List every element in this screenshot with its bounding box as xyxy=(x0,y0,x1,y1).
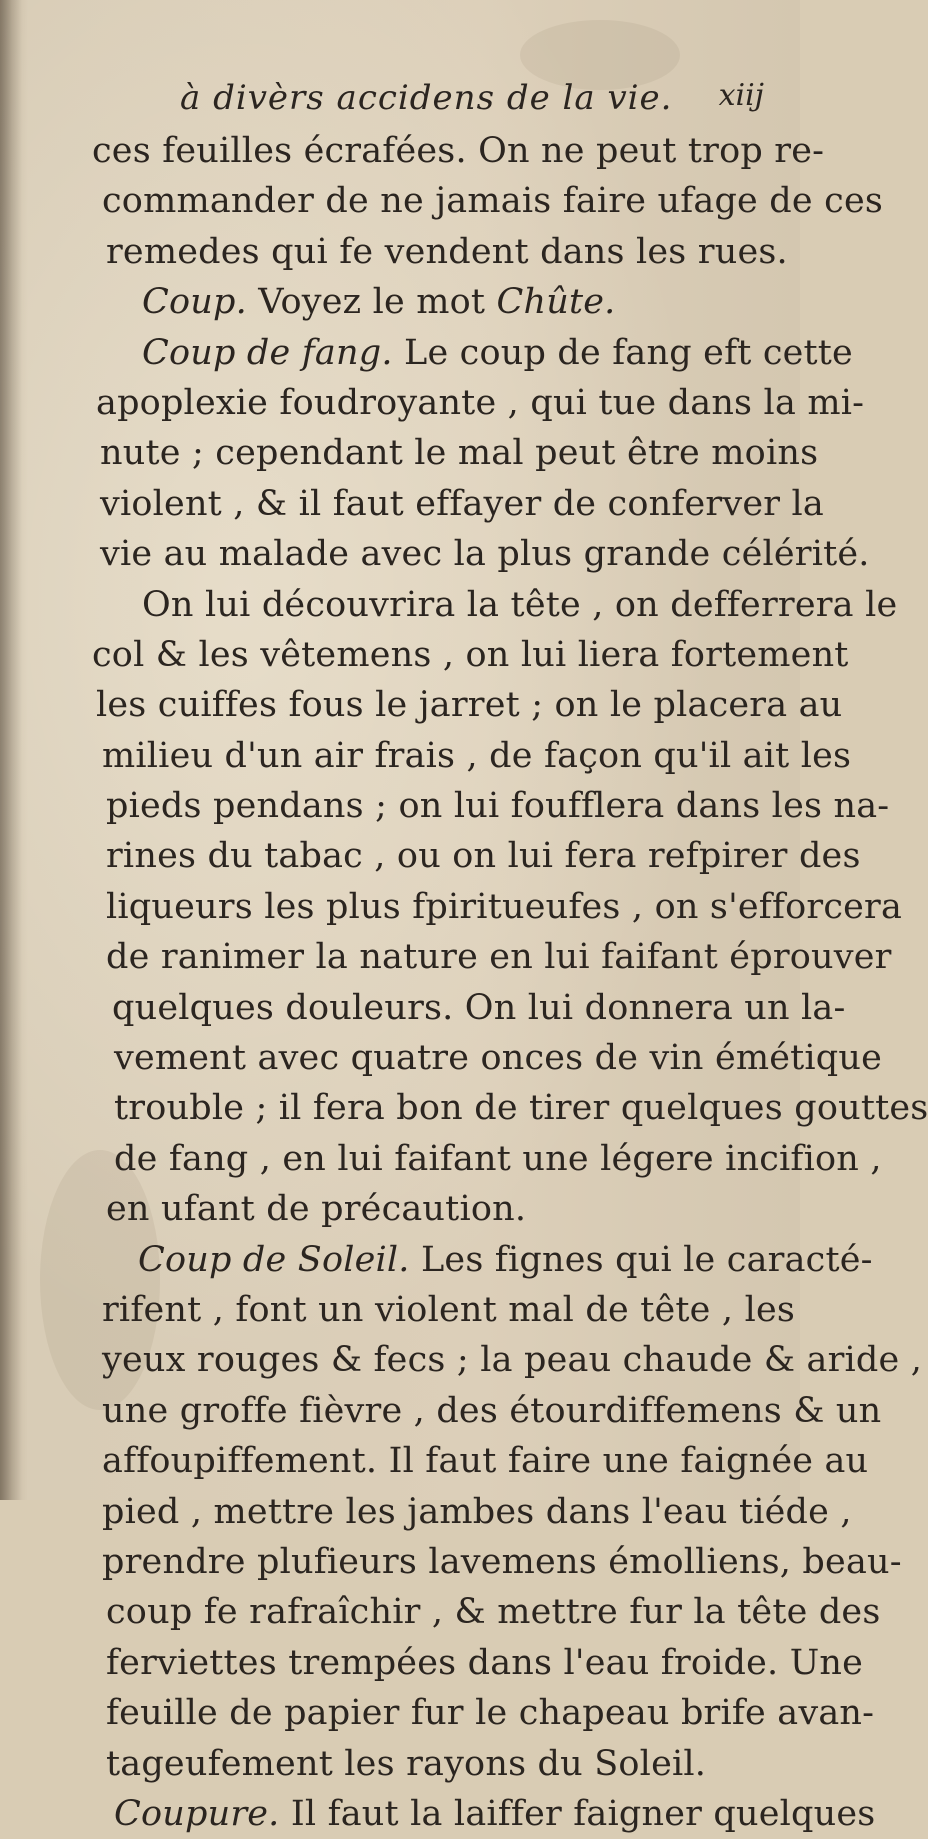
text-span: yeux rouges & fecs ; la peau chaude & aride , xyxy=(102,1340,923,1381)
body-text xyxy=(92,126,928,1839)
text-span: Il faut la laiffer faigner quelques xyxy=(279,1793,876,1834)
text-span: liqueurs les plus fpiritueufes , on s'efforcera xyxy=(106,886,903,927)
text-span: ferviettes trempées dans l'eau froide. Une xyxy=(106,1642,864,1683)
text-span: les cuiffes fous le jarret ; on le placera au xyxy=(96,685,843,726)
text-span: col & les vêtemens , on lui liera fortement xyxy=(92,634,849,675)
italic-term: Coup de fang. xyxy=(142,332,393,373)
text-span: On lui découvrira la tête , on defferrera le xyxy=(142,584,898,625)
running-head: à divèrs accidens de la vie. xyxy=(180,78,673,118)
text-line xyxy=(92,1033,883,1083)
text-line xyxy=(92,932,892,982)
text-span: pied , mettre les jambes dans l'eau tiéde , xyxy=(102,1491,852,1532)
text-span: affoupiffement. Il faut faire une faignée au xyxy=(102,1441,869,1482)
text-span: rines du tabac , ou on lui fera refpirer des xyxy=(106,836,861,877)
text-line xyxy=(92,831,861,881)
text-span: feuille de papier fur le chapeau brife avan- xyxy=(106,1693,875,1734)
text-line xyxy=(92,1587,881,1637)
text-span: prendre plufieurs lavemens émolliens, beau- xyxy=(102,1541,902,1582)
page-header xyxy=(170,78,770,122)
text-span: trouble ; il fera bon de tirer quelques gouttes xyxy=(114,1088,928,1129)
text-span: vement avec quatre onces de vin émétique xyxy=(114,1038,883,1079)
text-line xyxy=(92,227,788,277)
text-span: en ufant de précaution. xyxy=(106,1189,527,1230)
text-line xyxy=(92,479,824,529)
text-line xyxy=(92,328,853,378)
text-line xyxy=(92,1235,873,1285)
text-line xyxy=(92,378,865,428)
text-span: nute ; cependant le mal peut être moins xyxy=(100,433,819,474)
text-line xyxy=(92,1083,928,1133)
italic-term: Coup. xyxy=(142,282,259,323)
text-span: apoplexie foudroyante , qui tue dans la mi- xyxy=(96,382,865,423)
text-span: Les fignes qui le caracté- xyxy=(409,1239,873,1280)
text-span: pieds pendans ; on lui foufflera dans les na- xyxy=(106,786,890,827)
text-line xyxy=(92,1789,876,1839)
text-span: violent , & il faut effayer de conferver la xyxy=(100,483,824,524)
text-line xyxy=(92,1739,772,1789)
text-line xyxy=(92,1436,869,1486)
text-span: quelques douleurs. On lui donnera un la- xyxy=(112,987,846,1028)
text-span: Le coup de fang eft cette xyxy=(392,332,853,373)
text-line xyxy=(92,882,903,932)
text-span: vie au malade avec la plus grande célérité. xyxy=(100,534,870,575)
text-span: une groffe fièvre , des étourdiffemens & un xyxy=(102,1390,882,1431)
text-span: milieu d'un air frais , de façon qu'il ait les xyxy=(102,735,852,776)
italic-term: Chûte. xyxy=(496,282,616,323)
italic-term: Coupure. xyxy=(114,1793,280,1834)
text-line xyxy=(92,1184,772,1234)
text-span: ces feuilles écrafées. On ne peut trop re- xyxy=(92,131,825,171)
text-line xyxy=(92,529,870,579)
text-line xyxy=(92,1134,882,1184)
italic-term: Coup de Soleil. xyxy=(138,1239,410,1280)
text-line xyxy=(92,1386,882,1436)
text-line xyxy=(92,176,884,226)
text-line xyxy=(92,1688,875,1738)
text-line xyxy=(92,1285,796,1335)
text-line xyxy=(92,630,849,680)
text-line xyxy=(92,680,843,730)
text-line xyxy=(92,1335,923,1385)
text-line xyxy=(92,277,772,327)
text-span: de fang , en lui faifant une légere incifion , xyxy=(114,1138,882,1179)
text-span: rifent , font un violent mal de tête , les xyxy=(102,1289,796,1330)
text-line xyxy=(92,1638,864,1688)
text-line xyxy=(92,580,898,630)
page-number: xiij xyxy=(718,78,764,113)
text-line xyxy=(92,126,825,176)
text-line xyxy=(92,731,852,781)
text-line xyxy=(92,1537,902,1587)
text-line xyxy=(92,781,890,831)
text-span: de ranimer la nature en lui faifant éprouver xyxy=(106,937,892,978)
text-span: remedes qui fe vendent dans les rues. xyxy=(106,231,788,272)
text-span: coup fe rafraîchir , & mettre fur la tête des xyxy=(106,1592,881,1633)
text-line xyxy=(92,428,819,478)
text-line xyxy=(92,1487,852,1537)
text-span: Voyez le mot xyxy=(258,282,497,323)
text-line xyxy=(92,983,846,1033)
binding-shadow xyxy=(0,0,22,1500)
text-span: tageufement les rayons du Soleil. xyxy=(106,1743,707,1784)
text-span: commander de ne jamais faire ufage de ces xyxy=(102,181,884,222)
